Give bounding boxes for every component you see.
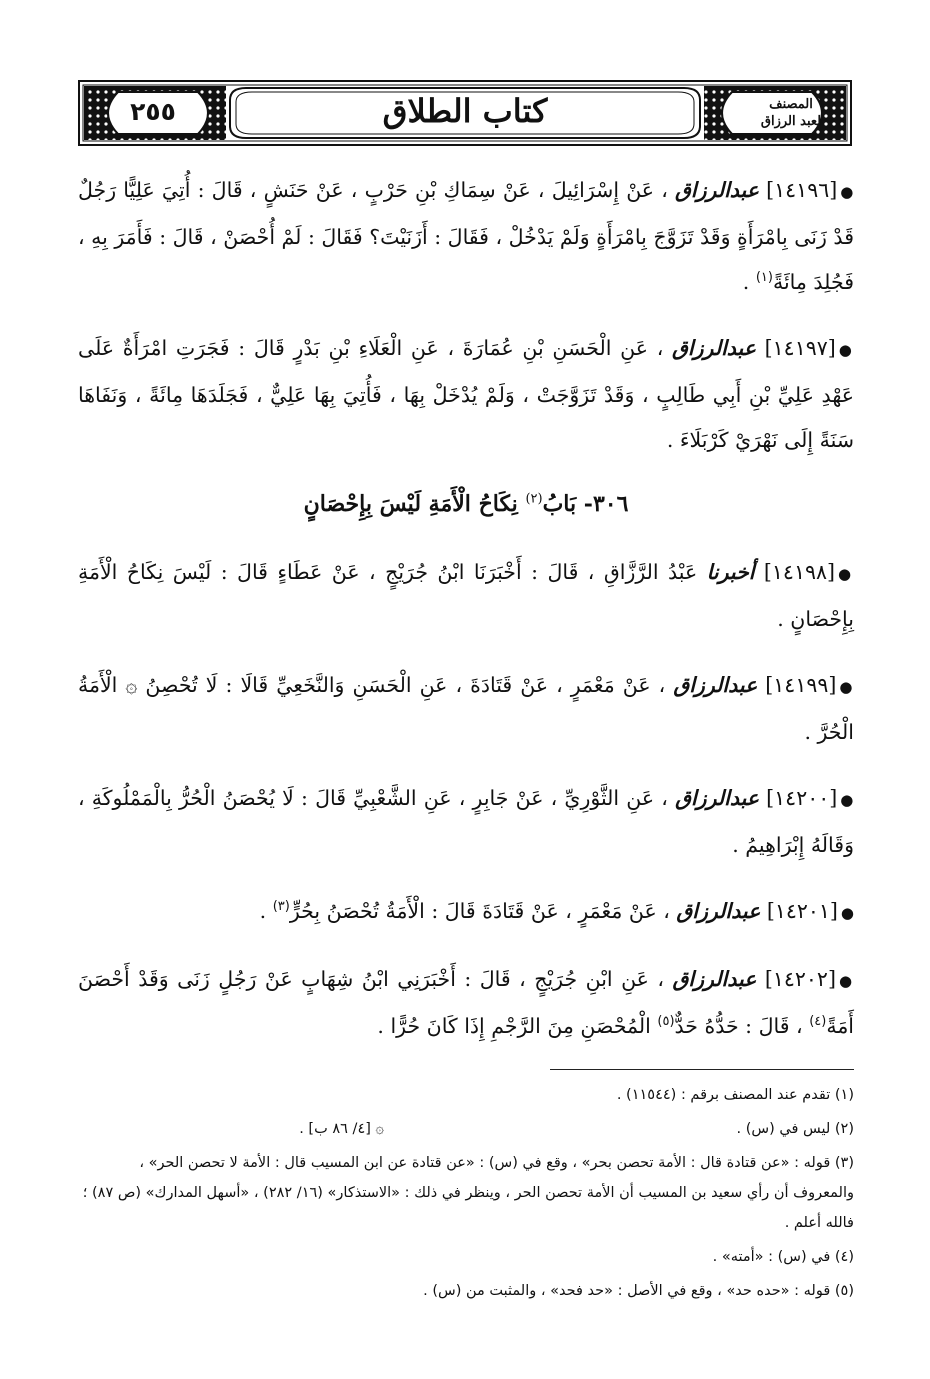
bullet-icon: ● <box>837 565 854 583</box>
hadith-text: ، عَنْ مَعْمَرٍ ، عَنْ قَتَادَةَ ، عَنِ الْحَسَنِ وَالنَّخَعِيِّ قَالَا : لَا تُحْصِنُ ۞ الْأَمَةُ الْحُرَّ <box>78 673 854 744</box>
footnotes <box>78 1080 854 1310</box>
hadith-number: [١٤١٩٩] <box>765 673 837 697</box>
hadith-entry <box>78 663 854 755</box>
hadith-source: عبدالرزاق <box>675 786 759 810</box>
hadith-source: أخبرنا <box>706 560 755 584</box>
footnote-ref: (١) <box>755 270 773 286</box>
hadith-end: . <box>666 428 680 452</box>
hadith-entry <box>78 957 854 1049</box>
hadith-end: . <box>259 899 273 923</box>
hadith-source: عبدالرزاق <box>672 967 757 991</box>
footnote-2: (٢) ليس في (س) . <box>736 1121 854 1137</box>
bullet-icon: ● <box>838 972 854 990</box>
footnote-3: (٣) قوله : «عن قتادة قال : الأمة تحصن بحر» ، وقع في (س) : «عن قتادة عن ابن المسيب قال : الأمة لا تحصن الحر» ، والمعروف أن رأي سعيد بن المسيب أن الأمة تحصن الحر ، وينظر في ذلك : «الاستذكار» (١٦/ ٢٨٢) ، «أسهل المدارك» (ص ٨٧) ؛ فالله أعلم . <box>82 1155 854 1231</box>
hadith-text: ، عَنْ إِسْرَائِيلَ ، عَنْ سِمَاكِ بْنِ حَرْبٍ ، عَنْ حَنَشٍ ، قَالَ : أُتِيَ عَلِيًّا رَجُلٌ قَدْ زَنَى بِامْرَأَةٍ وَقَدْ تَزَوَّجَ بِامْرَأَةٍ وَلَمْ يَدْخُلْ ، فَقَالَ : أَزَنَيْتَ؟ فَقَالَ : لَمْ أُحْصَنْ ، قَالَ : فَأَمَرَ بِهِ ، فَجُلِدَ مِائَةً <box>78 178 854 294</box>
footnote-ref: (٤) <box>809 1014 827 1030</box>
hadith-source: عبدالرزاق <box>672 336 756 360</box>
hadith-end: . <box>742 270 756 294</box>
hadith-text: ، عَنِ الْحَسَنِ بْنِ عُمَارَةَ ، عَنِ الْعَلَاءِ بْنِ بَدْرٍ قَالَ : فَجَرَتِ امْرَأَةٌ عَلَى عَهْدِ عَلِيِّ بْنِ أَبِي طَالِبٍ ، وَقَدْ تَزَوَّجَتْ ، وَلَمْ يُدْخَلْ بِهَا ، فَأُتِيَ بِهَا عَلِيٌّ ، فَجَلَدَهَا مِائَةً ، وَنَفَاهَا سَنَةً إِلَى نَهْرَيْ كَرْبَلَاءَ <box>78 336 854 452</box>
hadith-text: ، عَنْ مَعْمَرٍ ، عَنْ قَتَادَةَ قَالَ : الْأَمَةُ تُحْصَنُ بِحُرٍّ <box>289 899 670 923</box>
footnote-ref: (٣) <box>272 899 290 915</box>
chapter-heading <box>78 484 854 524</box>
bullet-icon: ● <box>840 904 854 922</box>
manuscript-folio-ref: ۞ [٤/ ٨٦ ب] . <box>299 1121 384 1137</box>
hadith-number: [١٤٢٠٠] <box>766 786 838 810</box>
hadith-number: [١٤٢٠١] <box>766 899 838 923</box>
chapter-word: بَابُ <box>542 491 577 517</box>
bullet-icon: ● <box>839 678 854 696</box>
footnote-1: (١) تقدم عند المصنف برقم : (١١٥٤٤) . <box>616 1087 854 1103</box>
bullet-icon: ● <box>840 791 854 809</box>
seal-line-1: المصنف <box>769 97 813 112</box>
hadith-entry <box>78 776 854 868</box>
hadith-end: . <box>804 720 818 744</box>
page-header <box>78 80 852 146</box>
footnote-4: (٤) في (س) : «أمته» . <box>712 1249 854 1265</box>
hadith-text: ، عَنِ الثَّوْرِيِّ ، عَنْ جَابِرٍ ، عَنِ الشَّعْبِيِّ قَالَ : لَا يُحْصَنُ الْحُرُّ بِالْمَمْلُوكَةِ ، وَقَالَهُ إِبْرَاهِيمُ <box>78 786 854 857</box>
main-text <box>78 168 854 1070</box>
seal-line-2: لعبد الرزاق <box>760 114 822 129</box>
hadith-source: عبدالرزاق <box>675 178 759 202</box>
hadith-text: ، عَنِ ابْنِ جُرَيْجٍ ، قَالَ : أَخْبَرَنِي ابْنُ شِهَابٍ عَنْ رَجُلٍ زَنَى وَقَدْ أَحْصَنَ أَمَةً <box>78 967 854 1038</box>
hadith-number: [١٤١٩٦] <box>766 178 838 202</box>
hadith-source: عبدالرزاق <box>676 899 761 923</box>
hadith-text: عَبْدُ الرَّزَّاقِ ، قَالَ : أَخْبَرَنَا ابْنُ جُرَيْجٍ ، عَنْ عَطَاءٍ قَالَ : لَيْسَ نِكَاحُ الْأَمَةِ بِإِحْصَانٍ <box>78 560 854 631</box>
bullet-icon: ● <box>840 183 854 201</box>
chapter-number: ٣٠٦- <box>583 491 629 517</box>
footnote-5: (٥) قوله : «حده حد» ، وقع في الأصل : «حد فحد» ، والمثبت من (س) . <box>423 1283 854 1299</box>
footnote-row <box>78 1114 854 1148</box>
hadith-entry <box>78 889 854 936</box>
footnote-divider <box>550 1069 854 1070</box>
footnote-ref: (٥) <box>657 1014 675 1030</box>
hadith-end: . <box>377 1014 391 1038</box>
hadith-text-continued: ، قَالَ : حَدُّهُ حَدٌّ <box>674 1014 803 1038</box>
chapter-title: نِكَاحُ الْأَمَةِ لَيْسَ بِإِحْصَانٍ <box>303 491 518 517</box>
hadith-end: . <box>777 607 791 631</box>
hadith-end: . <box>732 833 746 857</box>
hadith-number: [١٤٢٠٢] <box>764 967 836 991</box>
hadith-text-continued: الْمُحْصَنِ مِنَ الرَّجْمِ إِذَا كَانَ حُرًّا <box>390 1014 651 1038</box>
page-number: ٢٥٥ <box>130 97 176 126</box>
hadith-number: [١٤١٩٧] <box>764 336 836 360</box>
hadith-source: عبدالرزاق <box>673 673 758 697</box>
author-seal-logo <box>746 88 836 138</box>
footnote-ref: (٢) <box>525 491 543 507</box>
hadith-entry <box>78 168 854 305</box>
hadith-entry <box>78 326 854 463</box>
hadith-entry <box>78 550 854 642</box>
book-title: كتاب الطلاق <box>382 92 548 130</box>
hadith-number: [١٤١٩٨] <box>763 560 835 584</box>
bullet-icon: ● <box>838 341 854 359</box>
